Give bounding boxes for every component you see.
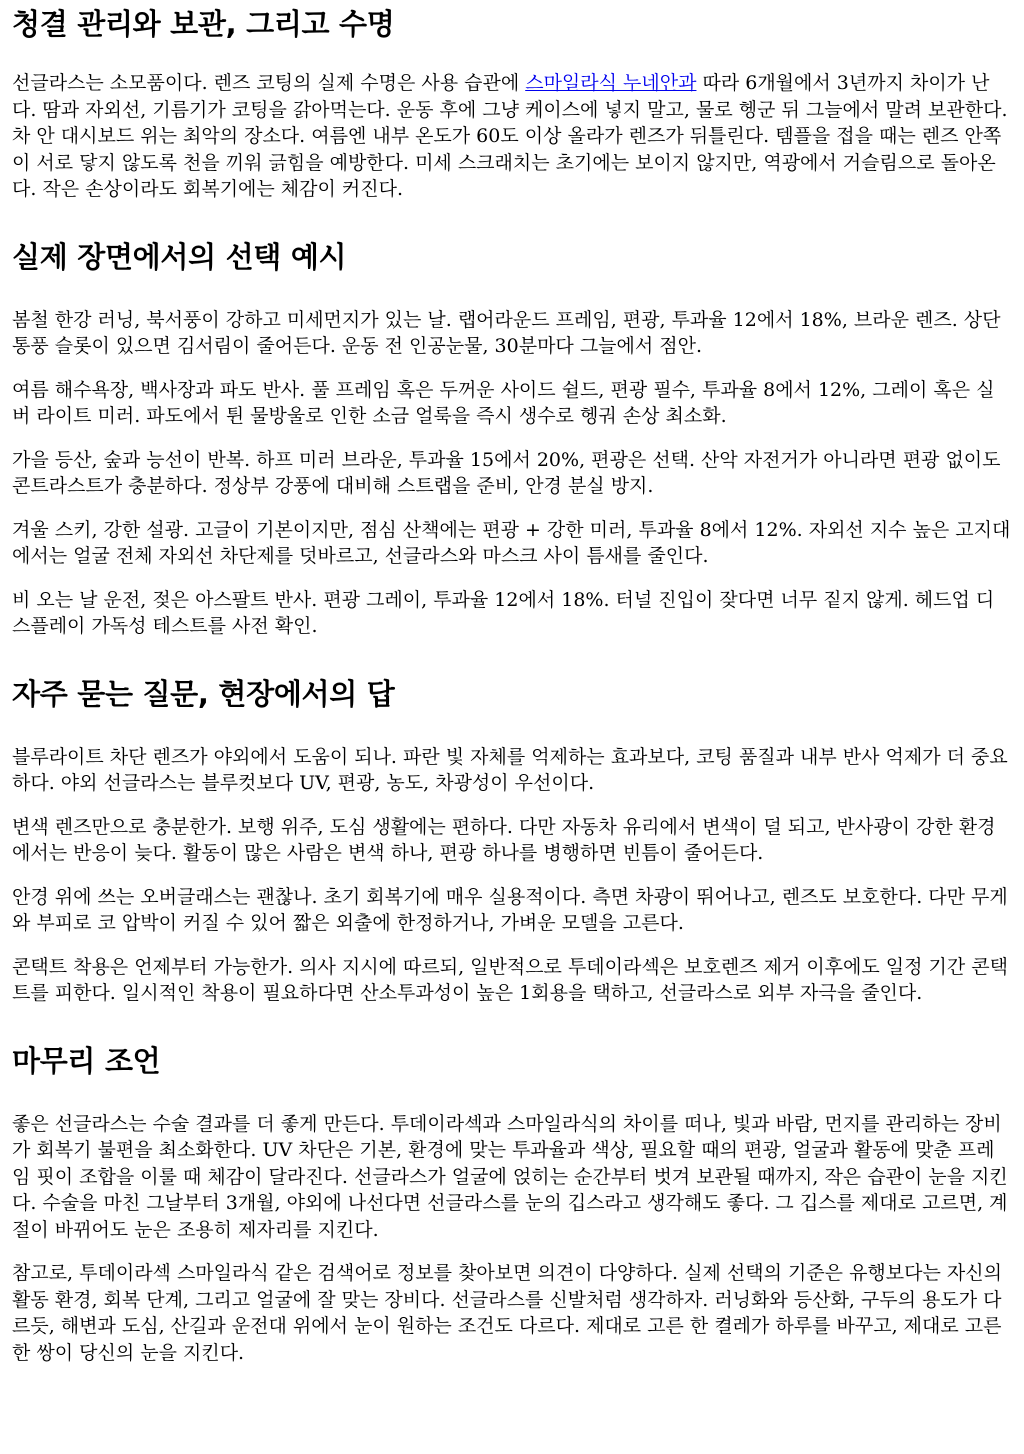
paragraph <box>12 70 1012 203</box>
paragraph: 가을 등산, 숲과 능선이 반복. 하프 미러 브라운, 투과율 15에서 20%, 편광은 선택. 산악 자전거가 아니라면 편광 없이도 콘트라스트가 충분하다. 정상부 강풍에 대비해 스트랩을 준비, 안경 분실 방지. <box>12 448 1001 497</box>
paragraph-text: 선글라스는 소모품이다. 렌즈 코팅의 실제 수명은 사용 습관에 <box>12 72 526 94</box>
section-heading: 마무리 조언 <box>12 1043 161 1078</box>
section-heading: 청결 관리와 보관, 그리고 수명 <box>12 7 395 41</box>
paragraph: 비 오는 날 운전, 젖은 아스팔트 반사. 편광 그레이, 투과율 12에서 18%. 터널 진입이 잦다면 너무 짙지 않게. 헤드업 디스플레이 가독성 테스트를 사전 확인. <box>12 588 995 637</box>
paragraph: 블루라이트 차단 렌즈가 야외에서 도움이 되나. 파란 빛 자체를 억제하는 효과보다, 코팅 품질과 내부 반사 억제가 더 중요하다. 야외 선글라스는 블루컷보다 UV, 편광, 농도, 차광성이 우선이다. <box>12 745 1008 794</box>
smile-lasik-link[interactable]: 스마일라식 누네안과 <box>525 72 697 94</box>
article <box>0 6 1024 1366</box>
section-heading: 실제 장면에서의 선택 예시 <box>12 239 347 274</box>
section-care-storage <box>12 6 1012 203</box>
section-faq <box>12 676 1012 1007</box>
paragraph: 안경 위에 쓰는 오버글래스는 괜찮나. 초기 회복기에 매우 실용적이다. 측면 차광이 뛰어나고, 렌즈도 보호한다. 다만 무게와 부피로 코 압박이 커질 수 있어 짧은 외출에 한정하거나, 가벼운 모델을 고른다. <box>12 885 1008 934</box>
paragraph: 참고로, 투데이라섹 스마일라식 같은 검색어로 정보를 찾아보면 의견이 다양하다. 실제 선택의 기준은 유행보다는 자신의 활동 환경, 회복 단계, 그리고 얼굴에 잘 맞는 장비다. 선글라스를 신발처럼 생각하자. 러닝화와 등산화, 구두의 용도가 다르듯, 해변과 도심, 산길과 운전대 위에서 눈이 원하는 조건도 다르다. 제대로 고른 한 켤레가 하루를 바꾸고, 제대로 고른 한 쌍이 당신의 눈을 지킨다. <box>12 1262 1002 1364</box>
paragraph: 봄철 한강 러닝, 북서풍이 강하고 미세먼지가 있는 날. 랩어라운드 프레임, 편광, 투과율 12에서 18%, 브라운 렌즈. 상단 통풍 슬롯이 있으면 김서림이 줄어든다. 운동 전 인공눈물, 30분마다 그늘에서 점안. <box>12 308 1001 357</box>
paragraph: 변색 렌즈만으로 충분한가. 보행 위주, 도심 생활에는 편하다. 다만 자동차 유리에서 변색이 덜 되고, 반사광이 강한 환경에서는 반응이 늦다. 활동이 많은 사람은 변색 하나, 편광 하나를 병행하면 빈틈이 줄어든다. <box>12 815 996 864</box>
paragraph-text: 따라 6개월에서 3년까지 차이가 난다. 땀과 자외선, 기름기가 코팅을 갉아먹는다. 운동 후에 그냥 케이스에 넣지 말고, 물로 헹군 뒤 그늘에서 말려 보관한다. 차 안 대시보드 위는 최악의 장소다. 여름엔 내부 온도가 60도 이상 올라가 렌즈가 뒤틀린다. 템플을 접을 때는 렌즈 안쪽이 서로 닿지 않도록 천을 끼워 긁힘을 예방한다. 미세 스크래치는 초기에는 보이지 않지만, 역광에서 거슬림으로 돌아온다. 작은 손상이라도 회복기에는 체감이 커진다. <box>12 72 1008 200</box>
paragraph: 콘택트 착용은 언제부터 가능한가. 의사 지시에 따르되, 일반적으로 투데이라섹은 보호렌즈 제거 이후에도 일정 기간 콘택트를 피한다. 일시적인 착용이 필요하다면 산소투과성이 높은 1회용을 택하고, 선글라스로 외부 자극을 줄인다. <box>12 955 1008 1004</box>
section-heading: 자주 묻는 질문, 현장에서의 답 <box>12 676 395 711</box>
section-closing-advice <box>12 1043 1012 1367</box>
paragraph: 여름 해수욕장, 백사장과 파도 반사. 풀 프레임 혹은 두꺼운 사이드 쉴드, 편광 필수, 투과율 8에서 12%, 그레이 혹은 실버 라이트 미러. 파도에서 튄 물방울로 인한 소금 얼룩을 즉시 생수로 헹궈 손상 최소화. <box>12 378 995 427</box>
section-examples <box>12 239 1012 640</box>
paragraph: 좋은 선글라스는 수술 결과를 더 좋게 만든다. 투데이라섹과 스마일라식의 차이를 떠나, 빛과 바람, 먼지를 관리하는 장비가 회복기 불편을 최소화한다. UV 차단은 기본, 환경에 맞는 투과율과 색상, 필요할 때의 편광, 얼굴과 활동에 맞춘 프레임 핏이 조합을 이룰 때 체감이 달라진다. 선글라스가 얼굴에 얹히는 순간부터 벗겨 보관될 때까지, 작은 습관이 눈을 지킨다. 수술을 마친 그날부터 3개월, 야외에 나선다면 선글라스를 눈의 깁스라고 생각해도 좋다. 그 깁스를 제대로 고르면, 계절이 바뀌어도 눈은 조용히 제자리를 지킨다. <box>12 1112 1008 1241</box>
paragraph: 겨울 스키, 강한 설광. 고글이 기본이지만, 점심 산책에는 편광 + 강한 미러, 투과율 8에서 12%. 자외선 지수 높은 고지대에서는 얼굴 전체 자외선 차단제를 덧바르고, 선글라스와 마스크 사이 틈새를 줄인다. <box>12 518 1011 567</box>
